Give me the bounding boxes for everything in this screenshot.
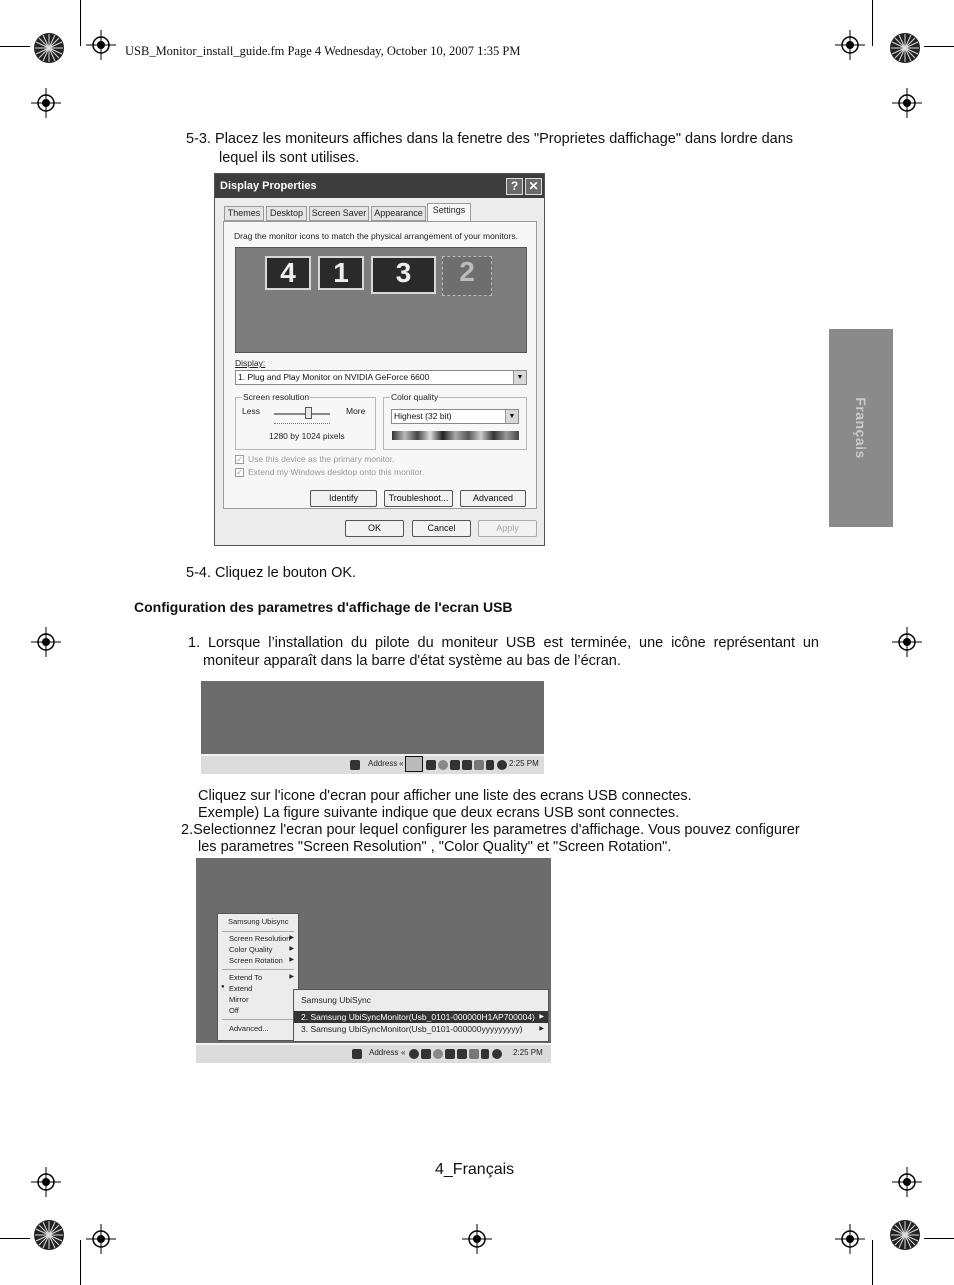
language-side-tab bbox=[829, 329, 893, 527]
chevron-right-icon: ▶ bbox=[289, 957, 294, 963]
display-select[interactable] bbox=[235, 370, 527, 385]
tray-icon[interactable] bbox=[445, 1049, 455, 1059]
menu-separator bbox=[222, 969, 294, 970]
menu-item-screen-rotation[interactable] bbox=[218, 956, 298, 965]
crop-mark bbox=[80, 0, 81, 46]
tray-icon[interactable] bbox=[450, 760, 460, 770]
submenu-item-monitor-3[interactable] bbox=[294, 1023, 548, 1035]
menu-item-off[interactable]: Off bbox=[229, 1006, 239, 1015]
tray-icon[interactable] bbox=[462, 760, 472, 770]
help-button[interactable]: ? bbox=[506, 178, 523, 195]
ubisync-context-menu bbox=[217, 913, 299, 1041]
ubisync-monitor-submenu bbox=[293, 989, 549, 1042]
language-side-tab-label: Français bbox=[853, 397, 869, 459]
step-5-3-number: 5-3. bbox=[186, 131, 211, 147]
crop-mark bbox=[872, 1240, 873, 1285]
menu-item-screen-resolution[interactable] bbox=[218, 934, 298, 943]
extend-desktop-checkbox[interactable]: ✓ bbox=[236, 468, 243, 477]
usb-monitor-tray-icon[interactable] bbox=[405, 756, 423, 772]
apply-button[interactable]: Apply bbox=[478, 520, 537, 537]
registration-rosette-icon bbox=[889, 32, 921, 64]
chevron-right-icon: ▶ bbox=[289, 946, 294, 952]
registration-target-icon bbox=[892, 1167, 922, 1197]
crop-mark bbox=[924, 1238, 954, 1239]
clock: 2:25 PM bbox=[513, 1048, 543, 1057]
display-properties-dialog bbox=[214, 173, 545, 546]
tab-desktop[interactable]: Desktop bbox=[266, 206, 307, 221]
display-select-value: 1. Plug and Play Monitor on NVIDIA GeForce 6600 bbox=[238, 372, 430, 382]
registration-rosette-icon bbox=[889, 1219, 921, 1251]
resolution-slider-track[interactable] bbox=[274, 413, 330, 415]
chevron-left-icon[interactable]: « bbox=[399, 759, 404, 768]
taskbar-screenshot bbox=[201, 681, 544, 774]
registration-rosette-icon bbox=[33, 1219, 65, 1251]
menu-item-advanced[interactable]: Advanced... bbox=[229, 1024, 269, 1033]
chevron-right-icon: ▶ bbox=[289, 935, 294, 941]
monitor-1[interactable]: 1 bbox=[318, 256, 364, 290]
taskbar bbox=[201, 754, 544, 774]
arrangement-instruction: Drag the monitor icons to match the physical arrangement of your monitors. bbox=[234, 231, 518, 241]
tray-icon[interactable] bbox=[481, 1049, 489, 1059]
screen-resolution-group bbox=[235, 392, 376, 450]
extend-desktop-label: Extend my Windows desktop onto this monitor. bbox=[248, 467, 425, 477]
registration-target-icon bbox=[462, 1224, 492, 1254]
submenu-title: Samsung UbiSync bbox=[301, 995, 371, 1005]
menu-item-label: Screen Resolution bbox=[229, 934, 291, 943]
primary-monitor-checkbox[interactable]: ✓ bbox=[236, 455, 243, 464]
crop-mark bbox=[80, 1240, 81, 1285]
tab-settings[interactable]: Settings bbox=[427, 203, 471, 222]
menu-separator bbox=[222, 1019, 294, 1020]
tray-icon[interactable] bbox=[433, 1049, 443, 1059]
crop-mark bbox=[0, 46, 30, 47]
chevron-right-icon: ▶ bbox=[289, 974, 294, 980]
tray-icon[interactable] bbox=[474, 760, 484, 770]
step-2-line2: les parametres "Screen Resolution" , "Color Quality" et "Screen Rotation". bbox=[198, 839, 672, 855]
step-1b-line1: Cliquez sur l'icone d'ecran pour afficher une liste des ecrans USB connectes. bbox=[198, 788, 692, 804]
tray-icon[interactable] bbox=[497, 760, 507, 770]
menu-item-extend-to[interactable] bbox=[218, 973, 298, 982]
menu-item-extend[interactable] bbox=[218, 984, 298, 993]
menu-item-label: Color Quality bbox=[229, 945, 273, 954]
usb-monitor-tray-icon[interactable] bbox=[421, 1049, 431, 1059]
crop-mark bbox=[872, 0, 873, 46]
registration-target-icon bbox=[86, 1224, 116, 1254]
registration-rosette-icon bbox=[33, 32, 65, 64]
context-menu-screenshot bbox=[196, 858, 551, 1063]
registration-target-icon bbox=[892, 88, 922, 118]
taskbar bbox=[196, 1043, 551, 1063]
monitor-2[interactable]: 2 bbox=[442, 256, 492, 296]
registration-target-icon bbox=[31, 88, 61, 118]
submenu-item-monitor-2[interactable] bbox=[294, 1011, 548, 1023]
monitor-3[interactable]: 3 bbox=[371, 256, 436, 294]
resolution-slider-thumb[interactable] bbox=[305, 407, 312, 419]
tab-themes[interactable]: Themes bbox=[224, 206, 264, 221]
step-2-line1: 2.Selectionnez l'ecran pour lequel configurer les parametres d'affichage. Vous pouvez configurer bbox=[181, 822, 800, 838]
tray-icon[interactable] bbox=[469, 1049, 479, 1059]
troubleshoot-button[interactable]: Troubleshoot... bbox=[384, 490, 453, 507]
menu-separator bbox=[222, 931, 294, 932]
menu-item-color-quality[interactable] bbox=[218, 945, 298, 954]
tray-icon[interactable] bbox=[486, 760, 494, 770]
tray-icon[interactable] bbox=[426, 760, 436, 770]
step-5-3-line2: lequel ils sont utilises. bbox=[219, 150, 360, 166]
menu-item-label: Extend bbox=[229, 984, 253, 993]
desktop-icon[interactable] bbox=[352, 1049, 362, 1059]
color-quality-preview-bar bbox=[392, 431, 519, 440]
cancel-button[interactable]: Cancel bbox=[412, 520, 471, 537]
identify-button[interactable]: Identify bbox=[310, 490, 377, 507]
display-label: Display: bbox=[235, 358, 266, 368]
registration-target-icon bbox=[835, 1224, 865, 1254]
dialog-title: Display Properties bbox=[220, 180, 317, 192]
chevron-right-icon: ▶ bbox=[539, 1014, 544, 1020]
resolution-slider-ticks bbox=[274, 423, 330, 425]
section-title: Configuration des parametres d'affichage de l'ecran USB bbox=[134, 599, 513, 615]
crop-mark bbox=[0, 1238, 30, 1239]
tray-icon[interactable] bbox=[438, 760, 448, 770]
tab-screen-saver[interactable]: Screen Saver bbox=[309, 206, 369, 221]
monitor-4[interactable]: 4 bbox=[265, 256, 311, 290]
tray-icon[interactable] bbox=[409, 1049, 419, 1059]
registration-target-icon bbox=[31, 1167, 61, 1197]
tray-icon[interactable] bbox=[492, 1049, 502, 1059]
submenu-item-label: 3. Samsung UbiSyncMonitor(Usb_0101-000000yyyyyyyyy) bbox=[301, 1024, 523, 1034]
step-1b-line2: Exemple) La figure suivante indique que deux ecrans USB sont connectes. bbox=[198, 805, 680, 821]
chevron-right-icon: ▶ bbox=[539, 1026, 544, 1032]
resolution-less-label: Less bbox=[242, 406, 260, 416]
resolution-more-label: More bbox=[346, 406, 366, 416]
clock: 2:25 PM bbox=[509, 759, 539, 768]
bullet-icon: ● bbox=[221, 984, 225, 990]
tab-appearance[interactable]: Appearance bbox=[371, 206, 426, 221]
color-quality-value: Highest (32 bit) bbox=[394, 411, 452, 421]
menu-item-label: Extend To bbox=[229, 973, 263, 982]
crop-mark bbox=[924, 46, 954, 47]
step-1-line2: moniteur apparaît dans la barre d'état système au bas de l’écran. bbox=[203, 653, 621, 669]
menu-item-mirror[interactable]: Mirror bbox=[229, 995, 249, 1004]
chevron-down-icon: ▼ bbox=[513, 371, 526, 384]
primary-monitor-label: Use this device as the primary monitor. bbox=[248, 454, 395, 464]
desktop-icon[interactable] bbox=[350, 760, 360, 770]
chevron-left-icon[interactable]: « bbox=[401, 1048, 406, 1057]
menu-item-label: Screen Rotation bbox=[229, 956, 283, 965]
tray-icon[interactable] bbox=[457, 1049, 467, 1059]
screen-resolution-label: Screen resolution bbox=[243, 392, 310, 402]
chevron-down-icon: ▼ bbox=[505, 410, 518, 423]
ok-button[interactable]: OK bbox=[345, 520, 404, 537]
registration-target-icon bbox=[86, 30, 116, 60]
close-button[interactable]: ✕ bbox=[525, 178, 542, 195]
address-label: Address bbox=[369, 1048, 399, 1057]
color-quality-select[interactable] bbox=[391, 409, 519, 424]
file-header: USB_Monitor_install_guide.fm Page 4 Wednesday, October 10, 2007 1:35 PM bbox=[125, 44, 521, 58]
step-5-3-line1 bbox=[186, 130, 826, 148]
step-5-4: 5-4. Cliquez le bouton OK. bbox=[186, 565, 357, 581]
page-number: 4_Français bbox=[435, 1161, 515, 1178]
registration-target-icon bbox=[31, 627, 61, 657]
color-quality-group bbox=[383, 392, 527, 450]
menu-title: Samsung Ubisync bbox=[228, 917, 289, 926]
resolution-value: 1280 by 1024 pixels bbox=[269, 431, 345, 441]
color-quality-label: Color quality bbox=[391, 392, 439, 402]
registration-target-icon bbox=[892, 627, 922, 657]
registration-target-icon bbox=[835, 30, 865, 60]
advanced-button[interactable]: Advanced bbox=[460, 490, 526, 507]
step-1-line1: 1. Lorsque l’installation du pilote du moniteur USB est terminée, une icône représentant un bbox=[188, 635, 819, 651]
step-5-3-text: Placez les moniteurs affiches dans la fenetre des "Proprietes daffichage" dans lordre dans bbox=[215, 131, 794, 147]
dialog-title-bar bbox=[215, 174, 544, 198]
settings-panel bbox=[223, 221, 537, 509]
monitor-arrangement-area[interactable] bbox=[235, 247, 527, 353]
submenu-item-label: 2. Samsung UbiSyncMonitor(Usb_0101-000000H1AP700004) bbox=[301, 1012, 535, 1022]
address-label: Address bbox=[368, 759, 398, 768]
